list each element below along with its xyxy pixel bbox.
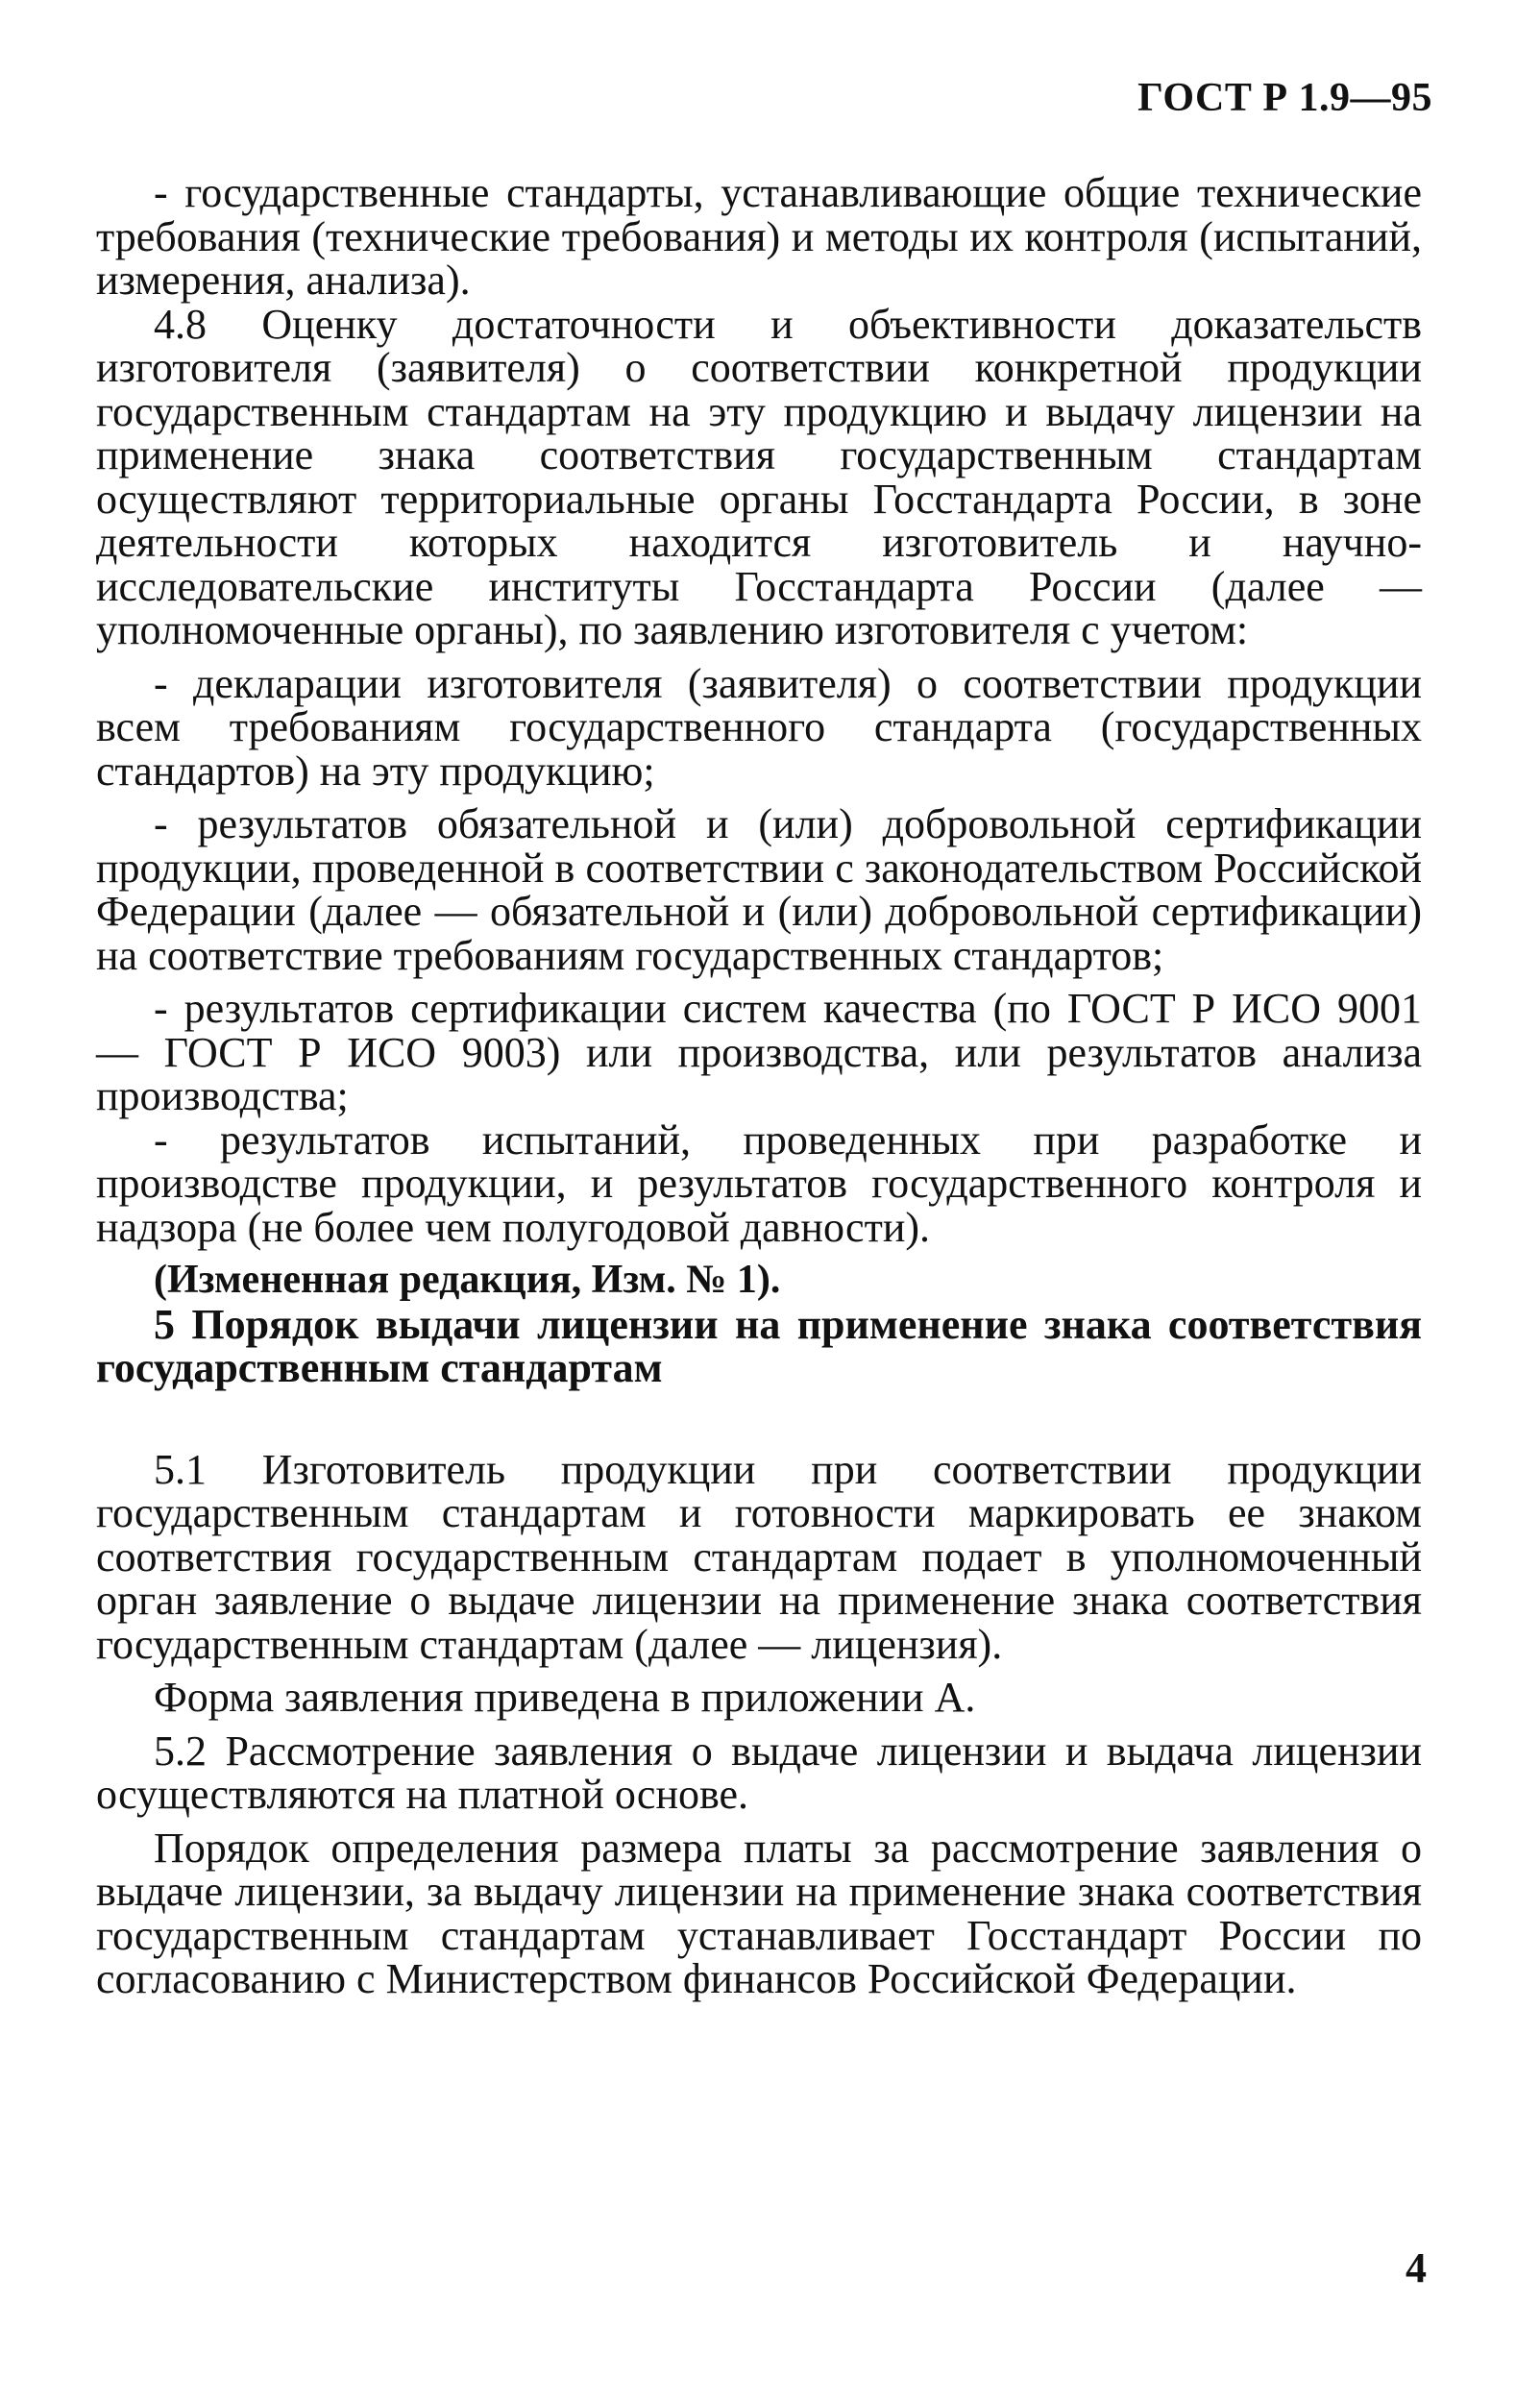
paragraph-quality-systems-item: - результатов сертификации систем качества (по ГОСТ Р ИСО 9001 — ГОСТ Р ИСО 9003) или производства, или результатов анализа производства; bbox=[96, 985, 1422, 1119]
document-code-header: ГОСТ Р 1.9—95 bbox=[1137, 76, 1432, 120]
paragraph-standards-list-item: - государственные стандарты, устанавливающие общие технические требования (технические требования) и методы их контроля (испытаний, измерения, анализа). bbox=[96, 169, 1422, 304]
paragraph-fee-procedure: Порядок определения размера платы за рассмотрение заявления о выдаче лицензии, за выдачу лицензии на применение знака соответствия государственным стандартам устанавливает Госстандарт России по согласованию с Министерством финансов Российской Федерации. bbox=[96, 1824, 1422, 2002]
paragraph-clause-4-8: 4.8 Оценку достаточности и объективности доказательств изготовителя (заявителя) о соответствии конкретной продукции государственным стандартам на эту продукцию и выдачу лицензии на применение знака соответствия государственным стандартам осуществляют территориальные органы Госстандарта России, в зоне деятельности которых находится изготовитель и научно-исследовательские институты Госстандарта России (далее — уполномоченные органы), по заявлению изготовителя с учетом: bbox=[96, 300, 1422, 653]
paragraph-clause-5-2: 5.2 Рассмотрение заявления о выдаче лицензии и выдача лицензии осуществляются на платной основе. bbox=[96, 1727, 1422, 1818]
paragraph-application-form: Форма заявления приведена в приложении А. bbox=[154, 1674, 976, 1721]
paragraph-declaration-item: - декларации изготовителя (заявителя) о соответствии продукции всем требованиям государственного стандарта (государственных стандартов) на эту продукцию; bbox=[96, 659, 1422, 795]
paragraph-certification-item: - результатов обязательной и (или) добровольной сертификации продукции, проведенной в соответствии с законодательством Российской Федерации (далее — обязательной и (или) добровольной сертификации) на соответствие требованиям государственных стандартов; bbox=[96, 800, 1422, 979]
amendment-note: (Измененная редакция, Изм. № 1). bbox=[154, 1258, 781, 1302]
page-number: 4 bbox=[1406, 2244, 1427, 2291]
paragraph-testing-results-item: - результатов испытаний, проведенных при разработке и производстве продукции, и результатов государственного контроля и надзора (не более чем полугодовой давности). bbox=[96, 1115, 1422, 1251]
paragraph-clause-5-1: 5.1 Изготовитель продукции при соответствии продукции государственным стандартам и готовности маркировать ее знаком соответствия государственным стандартам подает в уполномоченный орган заявление о выдаче лицензии на применение знака соответствия государственным стандартам (далее — лицензия). bbox=[96, 1445, 1422, 1668]
section-5-heading: 5 Порядок выдачи лицензии на применение знака соответствия государственным стандартам bbox=[96, 1300, 1422, 1391]
document-body bbox=[96, 171, 1422, 2001]
